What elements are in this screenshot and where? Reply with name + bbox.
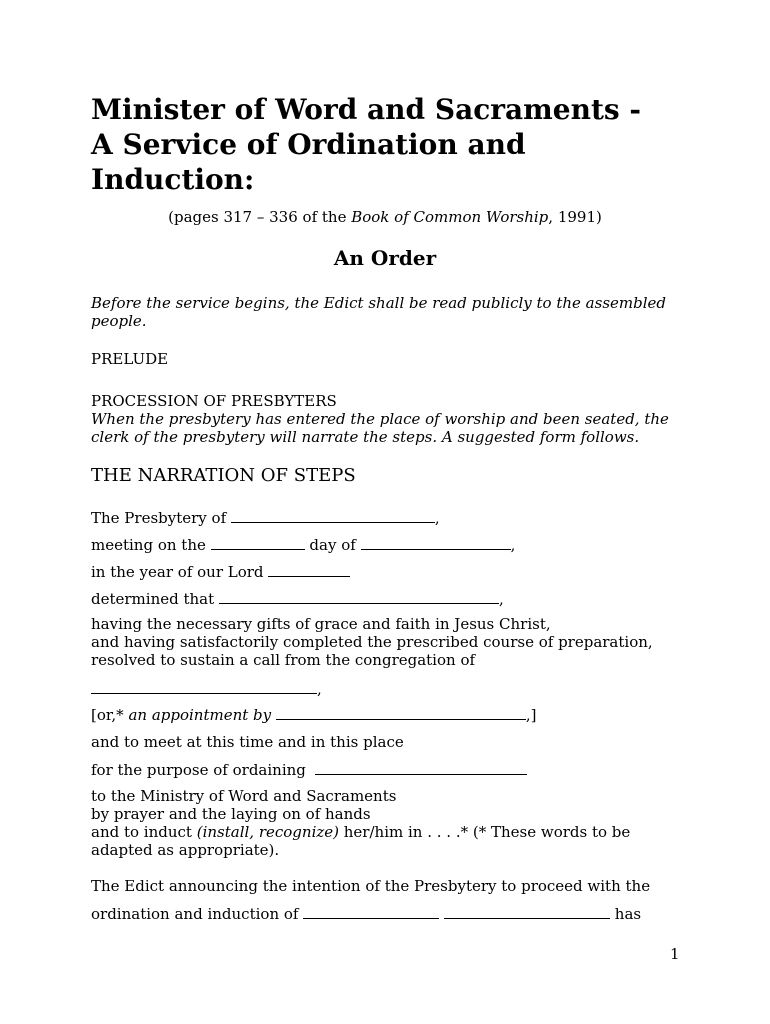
appointment-by-text: an appointment by <box>128 706 272 724</box>
narration-having-block <box>91 615 653 669</box>
day-blank[interactable] <box>211 535 305 550</box>
edict-instruction-line-2: people. <box>91 312 147 330</box>
narration-line-determined <box>91 589 504 608</box>
narration-line-congregation <box>91 679 322 698</box>
candidate-second-blank[interactable] <box>444 904 610 919</box>
narration-line-meeting <box>91 535 515 554</box>
candidate-first-blank[interactable] <box>303 904 439 919</box>
induct-prefix-text: and to induct <box>91 823 197 841</box>
edict-line-1: The Edict announcing the intention of the Presbytery to proceed with the <box>91 877 651 895</box>
presbytery-blank[interactable] <box>231 508 435 523</box>
having-gifts-line: having the necessary gifts of grace and faith in Jesus Christ, <box>91 615 551 633</box>
purpose-text: for the purpose of ordaining <box>91 761 306 779</box>
meeting-on-text: meeting on the <box>91 536 206 554</box>
procession-instruction-line-2: clerk of the presbytery will narrate the steps. A suggested form follows. <box>91 428 640 446</box>
comma-text: , <box>510 536 516 554</box>
narration-line-purpose <box>91 760 527 779</box>
congregation-blank[interactable] <box>91 679 317 694</box>
prelude-heading: PRELUDE <box>91 350 169 368</box>
page-title <box>91 92 691 197</box>
title-line-3: Induction: <box>91 163 255 196</box>
subtitle <box>0 208 770 226</box>
appointment-blank[interactable] <box>276 705 526 720</box>
has-text: has <box>614 905 642 923</box>
by-prayer-line: by prayer and the laying on of hands <box>91 805 371 823</box>
adapted-line: adapted as appropriate). <box>91 841 280 859</box>
year-blank[interactable] <box>268 562 350 577</box>
edict-line-2 <box>91 904 641 923</box>
comma-text: , <box>498 590 504 608</box>
procession-instruction-line-1: When the presbytery has entered the place of worship and been seated, the <box>91 410 669 428</box>
day-of-text: day of <box>309 536 356 554</box>
induct-italic-text: (install, recognize) <box>196 823 339 841</box>
having-completed-line: and having satisfactorily completed the prescribed course of preparation, <box>91 633 653 651</box>
ordinand-blank[interactable] <box>315 760 527 775</box>
or-prefix-text: [or,* <box>91 706 129 724</box>
narration-ministry-block <box>91 787 630 859</box>
narration-line-presbytery <box>91 508 440 527</box>
narration-line-appointment <box>91 705 537 724</box>
title-line-1: Minister of Word and Sacraments - <box>91 93 642 126</box>
comma-text: , <box>434 509 440 527</box>
subtitle-before: (pages 317 – 336 of the <box>168 208 352 226</box>
determined-that-text: determined that <box>91 590 215 608</box>
induct-line <box>91 823 630 841</box>
edict-instruction <box>91 294 666 330</box>
edict-instruction-line-1: Before the service begins, the Edict shall be read publicly to the assembled <box>91 294 666 312</box>
presbytery-of-text: The Presbytery of <box>91 509 227 527</box>
month-blank[interactable] <box>361 535 511 550</box>
order-heading: An Order <box>333 246 437 270</box>
subtitle-after: , 1991) <box>548 208 602 226</box>
determined-blank[interactable] <box>219 589 499 604</box>
procession-heading: PROCESSION OF PRESBYTERS <box>91 392 337 410</box>
narration-heading: THE NARRATION OF STEPS <box>91 465 356 486</box>
induct-suffix-text: her/him in . . . .* (* These words to be <box>339 823 631 841</box>
narration-line-year <box>91 562 350 581</box>
page-number: 1 <box>670 945 680 963</box>
subtitle-book-title: Book of Common Worship <box>351 208 549 226</box>
narration-line-to-meet: and to meet at this time and in this place <box>91 733 404 751</box>
procession-section <box>91 392 669 446</box>
year-of-lord-text: in the year of our Lord <box>91 563 264 581</box>
edict-ordination-text: ordination and induction of <box>91 905 299 923</box>
resolved-line: resolved to sustain a call from the congregation of <box>91 651 476 669</box>
or-suffix-text: ,] <box>525 706 537 724</box>
comma-text: , <box>317 680 322 698</box>
title-line-2: A Service of Ordination and <box>91 128 526 161</box>
ministry-line: to the Ministry of Word and Sacraments <box>91 787 397 805</box>
